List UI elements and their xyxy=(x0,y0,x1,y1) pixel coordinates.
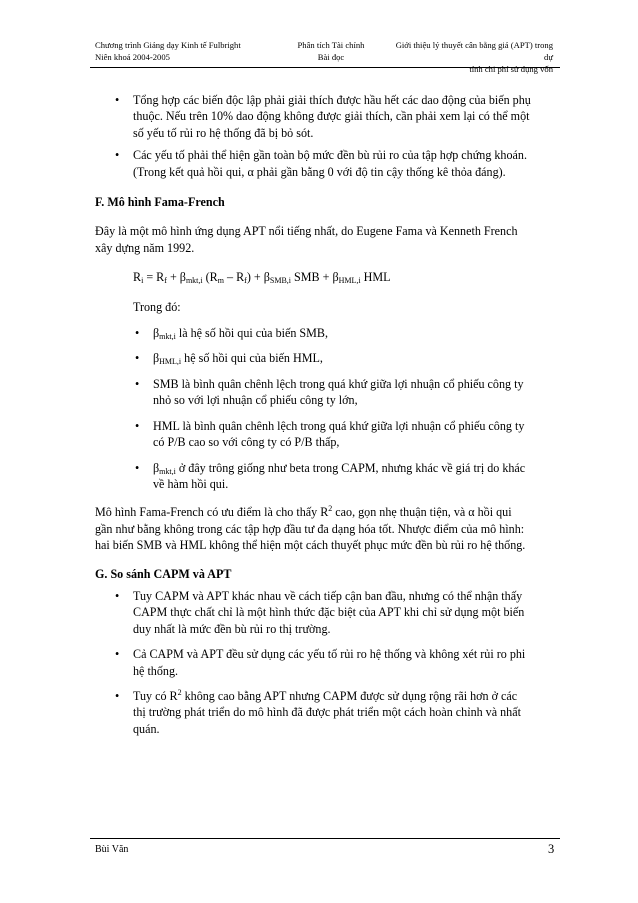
list-item: • $\beta_{HML,i}$ hệ số hồi qui của biến HML, xyxy=(135,351,323,367)
footer-author: Bùi Văn xyxy=(95,844,129,855)
section-f-conclusion: Mô hình Fama-French có ưu điểm là cho thấy $R^2$ cao, gọn nhẹ thuận tiện, và α hồi qui gần như bằng không trong các tập hợp đầu tư đa dạng hóa tốt. Nhược điểm của mô hình: hai biến SMB và HML không thể hiện một cách thuyết phục mức đền bù rủi ro hệ thống. xyxy=(95,504,526,553)
list-item: • $\beta_{mkt,i}$ ở đây trông giống như beta trong CAPM, nhưng khác về giá trị do khác về hàm hồi qui. xyxy=(135,460,526,491)
header-title-line1: Giới thiệu lý thuyết cân bằng giá (APT) trong dự xyxy=(395,40,553,62)
definition-list xyxy=(135,325,557,492)
header-subject-type: Bài đọc xyxy=(317,52,345,62)
bullet-icon: • xyxy=(115,647,120,662)
intro-bullet-list xyxy=(115,92,557,180)
list-item: • Các yếu tố phải thể hiện gần toàn bộ mức đền bù rủi ro của tập hợp chứng khoán. (Trong kết quả hồi qui, α phải gần bằng 0 với độ tin cậy thống kê thỏa đáng). xyxy=(115,148,527,179)
list-item: • Cả CAPM và APT đều sử dụng các yếu tố rủi ro hệ thống và không xét rủi ro phi hệ thống. xyxy=(115,647,526,678)
bullet-icon: • xyxy=(115,688,120,703)
bullet-icon: • xyxy=(115,588,120,603)
bullet-icon: • xyxy=(135,351,140,366)
document-body xyxy=(95,92,557,737)
header-course-name: Chương trình Giảng dạy Kinh tế Fulbright xyxy=(95,40,241,50)
header-course-year: Niên khoá 2004-2005 xyxy=(95,52,170,62)
fama-french-formula: $R_i = R_f + \beta_{mkt,i}$ $(R_m - R_f) + \beta_{SMB,i}$ SMB + $\beta_{HML,i}$ HML xyxy=(133,270,391,286)
list-item: • Tuy có $R^2$ không cao bằng APT nhưng CAPM được sử dụng rộng rãi hơn ở các thị trường phát triển do mô hình đã được phát triển một cách hoàn chỉnh và nhất quán. xyxy=(115,687,521,736)
section-f-heading: F. Mô hình Fama-French xyxy=(95,195,225,210)
bullet-icon: • xyxy=(135,418,140,433)
bullet-icon: • xyxy=(115,148,120,163)
bullet-icon: • xyxy=(135,460,140,475)
header-title xyxy=(388,39,553,75)
header-title-line2: tính chi phí sử dụng vốn xyxy=(469,64,553,74)
list-item: • HML là bình quân chênh lệch trong quá khứ giữa lợi nhuận cổ phiếu công ty có P/B cao so với công ty có P/B thấp, xyxy=(135,418,525,450)
header-subject xyxy=(276,39,386,63)
trong-do-label: Trong đó: xyxy=(133,299,181,314)
list-item: • SMB là bình quân chênh lệch trong quá khứ giữa lợi nhuận cổ phiếu công ty nhỏ so với lợi nhuận cổ phiếu công ty lớn, xyxy=(135,376,524,408)
bullet-icon: • xyxy=(115,93,120,107)
header-divider xyxy=(90,67,560,68)
bullet-icon: • xyxy=(135,376,140,391)
comparison-bullet-list xyxy=(115,588,557,737)
bullet-icon: • xyxy=(135,326,140,341)
section-f-paragraph: Đây là một mô hình ứng dụng APT nổi tiếng nhất, do Eugene Fama và Kenneth French xây dựng năm 1992. xyxy=(95,224,518,255)
list-item: • $\beta_{mkt,i}$ là hệ số hồi qui của biến SMB, xyxy=(135,326,328,342)
list-item: • Tổng hợp các biến độc lập phải giải thích được hầu hết các dao động của biến phụ thuộc. Nếu trên 10% dao động không được giải thích, cần phải xem lại có thể một số yếu tố rủi ro hệ thống đã bị bỏ sót. xyxy=(115,93,531,140)
page-number: 3 xyxy=(548,842,555,856)
header-subject-name: Phân tích Tài chính xyxy=(297,40,365,50)
header-course xyxy=(95,39,241,63)
footer-divider xyxy=(90,838,560,839)
section-g-heading: G. So sánh CAPM và APT xyxy=(95,566,232,581)
list-item: • Tuy CAPM và APT khác nhau về cách tiếp cận ban đầu, nhưng có thể nhận thấy CAPM thực chất chỉ là một hình thức đặc biệt của APT khi chỉ sử dụng một biến duy nhất là mức đền bù rủi ro thị trường. xyxy=(115,588,525,636)
